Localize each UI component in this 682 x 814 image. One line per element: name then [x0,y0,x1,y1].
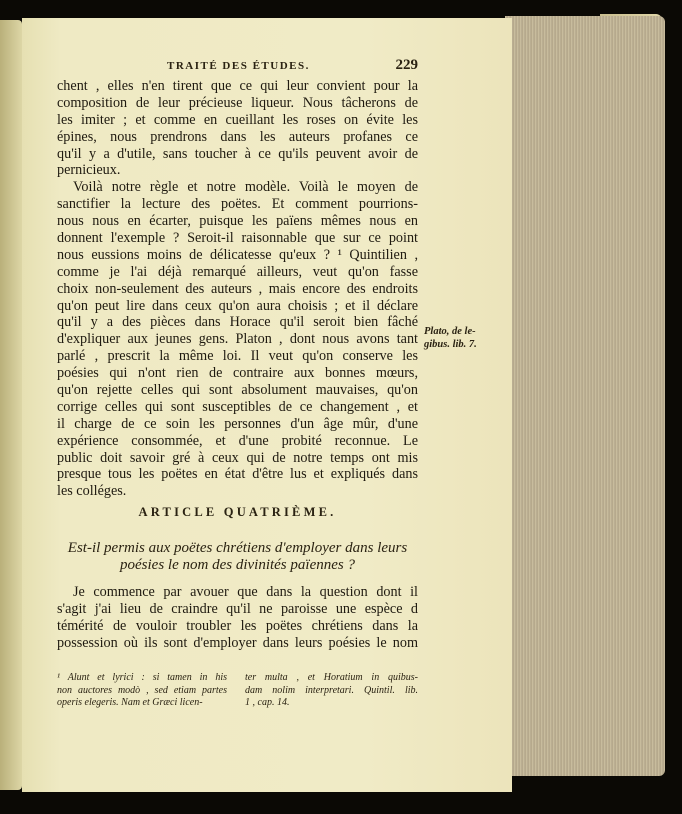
text-line: choix non-seulement des auteurs , mais encore des endroits [57,280,418,297]
text-line: nous eussions moins de délicatesse qu'eux ? ¹ Quintilien , [57,246,418,263]
question-line: poésies le nom des divinités païennes ? [120,557,355,573]
text-line: possession où ils sont d'employer dans leurs poésies le nom [57,634,418,651]
text-line: épines, nous prendrons dans les auteurs profanes ce [57,128,418,145]
text-line: expérience consommée, et d'une probité reconnue. Le [57,432,418,449]
footnote-line: operis elegeris. Nam et Græci licen- [57,697,203,709]
text-line: donnent l'exemple ? Seroit-il raisonnable que sur ce point [57,230,418,247]
running-head-title: TRAITÉ DES ÉTUDES. [167,60,310,72]
margin-note-line: Plato, de le- [424,326,476,337]
text-line: corrige celles qui sont susceptibles de ce changement , et [57,398,418,415]
text-line: comme je l'ai déjà remarqué ailleurs, veut qu'on fasse [57,263,418,280]
text-line: il charge de ce soin les personnes d'un âge mûr, d'une [57,415,418,432]
page-number: 229 [395,57,418,73]
text-line: sanctifier la lecture des poëtes. Et comment pourrions- [57,196,418,213]
text-line: les colléges. [57,483,127,500]
footnote-line: ter multa , et Horatium in quibus- [245,672,418,683]
footnote-line: non auctores modò , sed etiam partes [57,684,227,696]
footnote-line: dam nolim interpretari. Quintil. lib. [245,684,418,696]
text-line: Je commence par avouer que dans la question dont il [73,584,418,600]
footnote-line: 1 , cap. 14. [245,697,290,709]
text-line: qu'on peut lire dans ceux qu'on aura choisis ; et il déclare [57,297,418,314]
margin-note-line: gibus. lib. 7. [424,339,477,350]
section-question [57,540,418,574]
paragraph-three [57,584,418,652]
text-line: d'expliquer aux jeunes gens. Platon , dont nous avons tant [57,331,418,348]
footnote-left-column [57,672,227,710]
text-line: presque tous les poëtes en état d'être lus et expliqués dans [57,466,418,483]
text-line: s'agit j'ai lieu de craindre qu'il ne paroisse une espèce d [57,600,418,617]
text-line: pernicieux. [57,162,121,179]
question-line: Est-il permis aux poëtes chrétiens d'employer dans leurs [67,540,408,556]
text-line: qu'il y a d'utile, sans toucher à ce qu'ils peuvent avoir de [57,145,418,162]
text-line: les imiter ; et comme en cueillant les roses on évite les [57,111,418,128]
text-line: public doit savoir gré à ceux qui de notre temps ont mis [57,449,418,466]
text-line: parlé , prescrit la même loi. Il veut qu'on conserve les [57,348,418,365]
paragraph-one [57,78,418,500]
footnote-right-column [245,672,418,710]
text-line: témérité de vouloir troubler les poëtes chrétiens dans la [57,617,418,634]
facing-page-edge [0,20,22,790]
article-heading: ARTICLE QUATRIÈME. [138,505,337,519]
footnote-line: ¹ Alunt et lyrici : si tamen in his [57,672,227,683]
text-line: qu'on rejette celles qui sont absolument mauvaises, qu'on [57,382,418,399]
text-line: poésies qui n'ont rien de contraire aux bonnes mœurs, [57,365,418,382]
text-line: qu'il y a des pièces dans Horace qu'il seroit bien fâché [57,314,418,331]
margin-note [424,325,477,351]
page-stack-edges [505,16,665,776]
text-line: Voilà notre règle et notre modèle. Voilà le moyen de [73,179,418,196]
text-line: composition de leur précieuse liqueur. Nous tâcherons de [57,94,418,111]
text-line: chent , elles n'en tirent que ce qui leur convient pour la [57,78,418,94]
text-line: nous nous en écarter, puisque les païens mêmes nous en [57,213,418,230]
